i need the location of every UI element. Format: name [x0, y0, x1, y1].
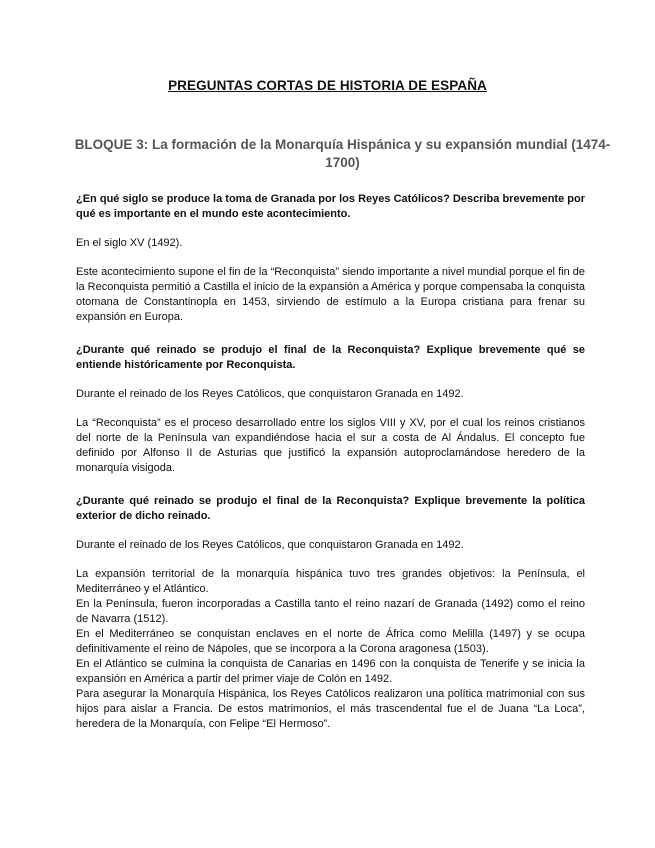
- answer-1-paragraph-1: En el siglo XV (1492).: [76, 237, 183, 249]
- answer-3-paragraph-1: Durante el reinado de los Reyes Católicos, que conquistaron Granada en 1492.: [76, 539, 464, 551]
- question-3: ¿Durante qué reinado se produjo el final de la Reconquista? Explique brevemente la política exterior de dicho reinado.: [76, 495, 585, 522]
- question-2: ¿Durante qué reinado se produjo el final de la Reconquista? Explique brevemente qué se entiende históricamente por Reconquista.: [76, 344, 585, 371]
- answer-3-line-2: En la Península, fueron incorporadas a Castilla tanto el reino nazarí de Granada (1492) como el reino de Navarra (1512).: [76, 598, 585, 625]
- document-title: PREGUNTAS CORTAS DE HISTORIA DE ESPAÑA: [168, 78, 487, 93]
- answer-1-paragraph-2: Este acontecimiento supone el fin de la “Reconquista” siendo importante a nivel mundial porque el fin de la Reconquista permitió a Castilla el inicio de la expansión a América y porque compensaba la conquista otomana de Constantinopla en 1453, sirviendo de estímulo a la Europa cristiana para frenar su expansión en Europa.: [76, 266, 585, 323]
- answer-2-paragraph-1: Durante el reinado de los Reyes Católicos, que conquistaron Granada en 1492.: [76, 388, 464, 400]
- answer-3-line-3: En el Mediterráneo se conquistan enclaves en el norte de África como Melilla (1497) y se ocupa definitivamente el reino de Nápoles, que se incorpora a la Corona aragonesa (1503).: [76, 628, 585, 655]
- answer-3-line-5: Para asegurar la Monarquía Hispánica, los Reyes Católicos realizaron una política matrimonial con sus hijos para aislar a Francia. De estos matrimonios, el más trascendental fue el de Juana “La Loca”, heredera de la Monarquía, con Felipe “El Hermoso”.: [76, 688, 585, 730]
- question-1: ¿En qué siglo se produce la toma de Granada por los Reyes Católicos? Describa brevemente por qué es importante en el mundo este acontecimiento.: [76, 193, 585, 220]
- answer-2-paragraph-2: La “Reconquista” es el proceso desarrollado entre los siglos VIII y XV, por el cual los reinos cristianos del norte de la Península van expandiéndose hacia el sur a costa de Al Ándalus. El concepto fue definido por Alfonso II de Asturias que justificó la expansión autoproclamándose heredero de la monarquía visigoda.: [76, 417, 585, 474]
- document-body: [76, 192, 585, 732]
- block-title: BLOQUE 3: La formación de la Monarquía Hispánica y su expansión mundial (1474-1700): [74, 137, 611, 170]
- answer-3-line-1: La expansión territorial de la monarquía hispánica tuvo tres grandes objetivos: la Península, el Mediterráneo y el Atlántico.: [76, 568, 585, 595]
- answer-3-line-4: En el Atlántico se culmina la conquista de Canarias en 1496 con la conquista de Tenerife y se inicia la expansión en América a partir del primer viaje de Colón en 1492.: [76, 658, 585, 685]
